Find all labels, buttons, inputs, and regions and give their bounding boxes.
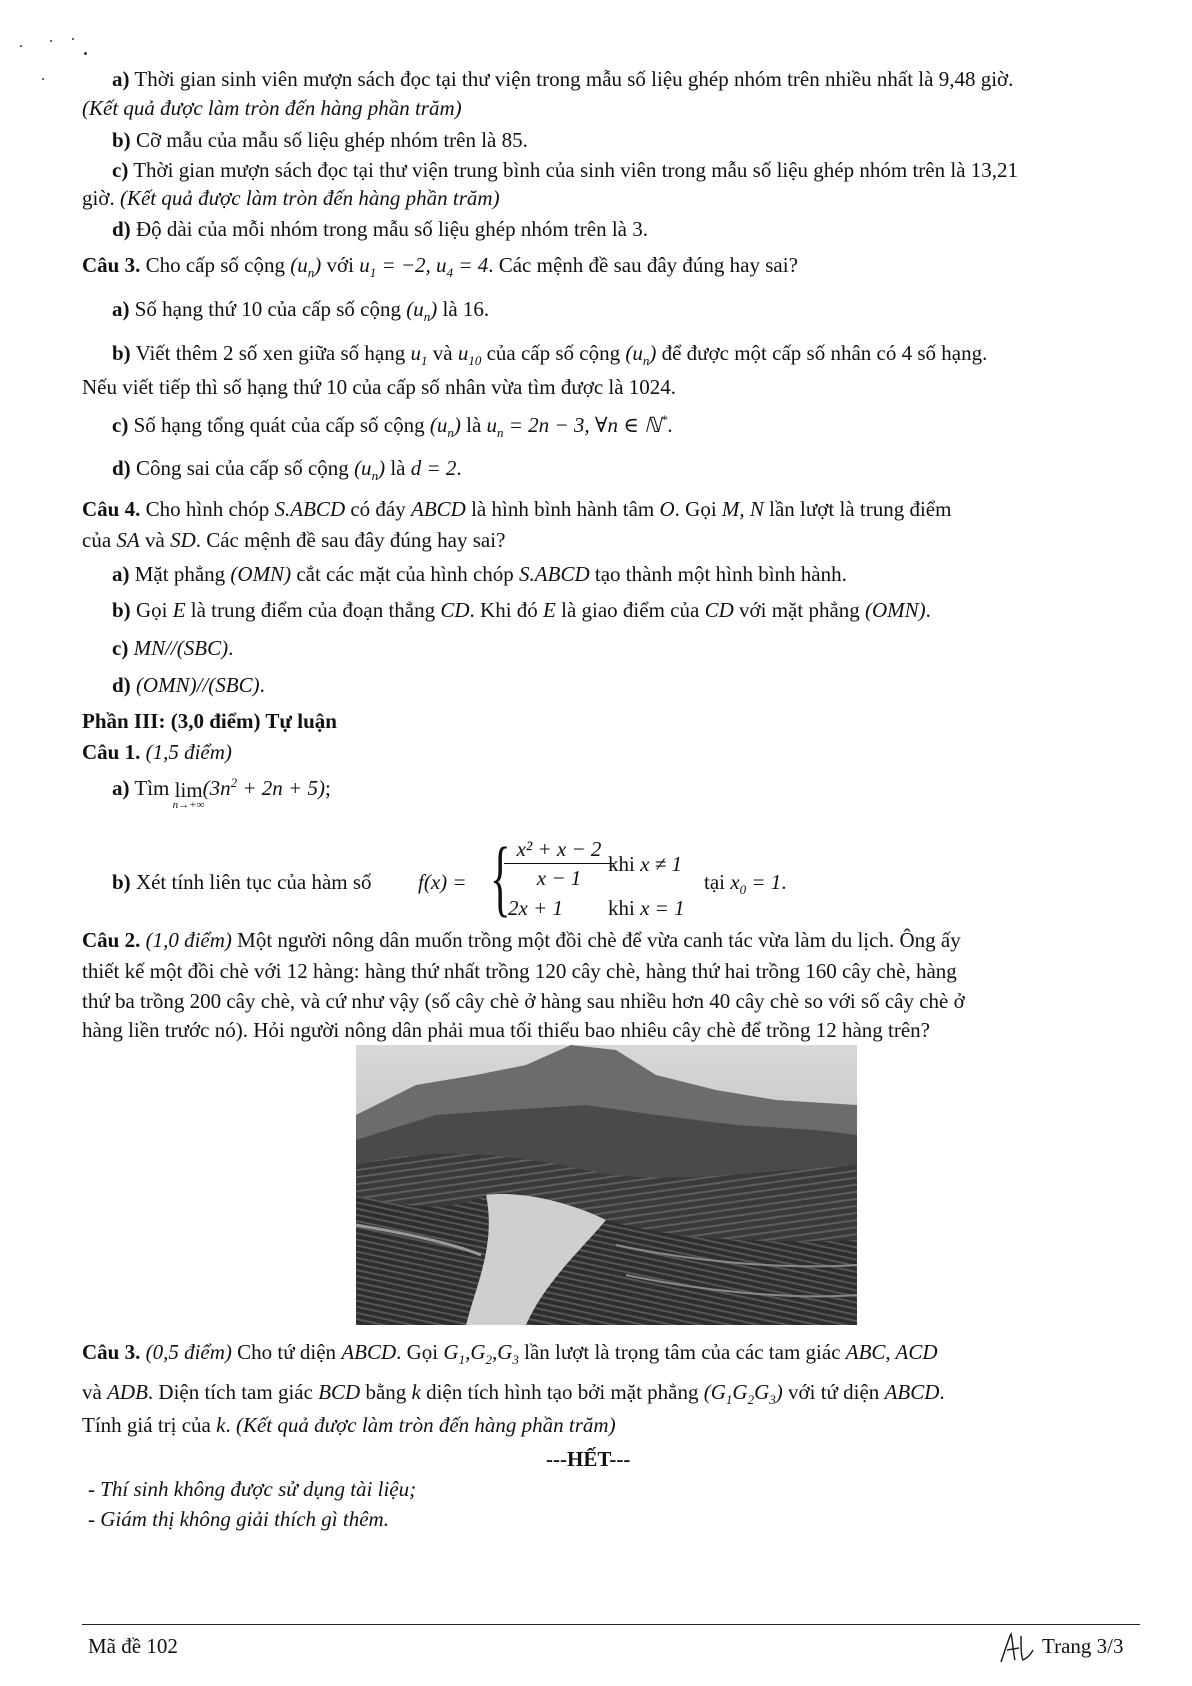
part3-q3-line-2: và ADB. Diện tích tam giác BCD bằng k diện tích hình tạo bởi mặt phẳng $(G_1G_2G_3)$ với tứ diện ABCD. (82, 1380, 945, 1408)
q2-item-c: c) Thời gian mượn sách đọc tại thư viện trung bình của sinh viên trong mẫu số liệu ghép nhóm trên là 13,21 (112, 158, 1019, 182)
end-marker: ---HẾT--- (546, 1447, 631, 1471)
q3-item-b: b) Viết thêm 2 số xen giữa số hạng $u_1$ và $u_{10}$ của cấp số cộng $(u_n)$ để được một cấp số nhân có 4 số hạng. (112, 341, 988, 369)
part3-q3-line-3: Tính giá trị của k. (Kết quả được làm tròn đến hàng phần trăm) (82, 1413, 616, 1437)
end-note-1: - Thí sinh không được sử dụng tài liệu; (88, 1477, 417, 1501)
scan-speck (72, 38, 74, 40)
q4-item-b: b) Gọi E là trung điểm của đoạn thẳng CD. Khi đó E là giao điểm của CD với mặt phẳng (OMN). (112, 598, 931, 622)
scan-speck (20, 45, 22, 47)
q2-item-a-note: (Kết quả được làm tròn đến hàng phần trăm) (82, 96, 462, 120)
scan-speck (50, 40, 52, 42)
scan-speck (84, 52, 87, 55)
q2-item-c-cont: giờ. (Kết quả được làm tròn đến hàng phần trăm) (82, 186, 500, 210)
q3-item-d: d) Công sai của cấp số cộng $(u_n)$ là d = 2. (112, 456, 462, 484)
q2-item-a: a) Thời gian sinh viên mượn sách đọc tại thư viện trong mẫu số liệu ghép nhóm trên nhiều nhất là 9,48 giờ. (112, 67, 1014, 91)
q3-item-c: c) Số hạng tổng quát của cấp số cộng $(u_n)$ là $u_n = 2n - 3$, ∀n ∈ ℕ*. (112, 412, 673, 441)
exam-code: Mã đề 102 (88, 1634, 178, 1658)
signature-icon (997, 1628, 1037, 1673)
limit-expression: lim n→+∞ (172, 778, 205, 812)
q4-stem: Câu 4. Cho hình chóp S.ABCD có đáy ABCD là hình bình hành tâm O. Gọi M, N lần lượt là trung điểm (82, 497, 952, 521)
q4-item-c: c) MN//(SBC). (112, 636, 234, 660)
exam-page: a) Thời gian sinh viên mượn sách đọc tại thư viện trong mẫu số liệu ghép nhóm trên nhiều nhất là 9,48 giờ. (Kết quả được làm tròn đến hàng phần trăm) b) Cỡ mẫu của mẫu số liệu ghép nhóm trên là 85. c) Thời gian mượn sách đọc tại thư viện trung bình của sinh viên trong mẫu số liệu ghép nhóm trên là 13,21 giờ. (Kết quả được làm tròn đến hàng phần trăm) d) Độ dài của mỗi nhóm trong mẫu số liệu ghép nhóm trên là 3. Câu 3. Cho cấp số cộng $(u_n)$ với $u_1 = -2$, $u_4 = 4$. Các mệnh đề sau đây đúng hay sai? a) Số hạng thứ 10 của cấp số cộng $(u_n)$ là 16. b) Viết thêm 2 số xen giữa số hạng $u_1$ và $u_{10}$ của cấp số cộng $(u_n)$ để được một cấp số nhân có 4 số hạng. Nếu viết tiếp thì số hạng thứ 10 của cấp số nhân vừa tìm được là 1024. c) Số hạng tổng quát của cấp số cộng $(u_n)$ là $u_n = 2n - 3$, ∀n ∈ ℕ*. d) Công sai của cấp số cộng $(u_n)$ là d = 2. Câu 4. Cho hình chóp S.ABCD có đáy ABCD là hình bình hành tâm O. Gọi M, N lần lượt là trung điểm của SA và SD. Các mệnh đề sau đây đúng hay sai? a) Mặt phẳng (OMN) cắt các mặt của hình chóp S.ABCD tạo thành một hình bình hành. b) Gọi E là trung điểm của đoạn thẳng CD. Khi đó E là giao điểm của CD với mặt phẳng (OMN). c) MN//(SBC). d) (OMN)//(SBC). Phần III: (3,0 điểm) Tự luận Câu 1. (1,5 điểm) a) Tìm lim n→+∞ $(3n^2 + 2n + 5)$; b) Xét tính liên tục của hàm số f(x) = { x² + x − 2 x − 1 khi x ≠ 1 2x + 1 khi x = 1 tại $x_0 = 1$. Câu 2. (1,0 điểm) Một người nông dân muốn trồng một đồi chè để vừa canh tác vừa làm du lịch. Ông ấy thiết kế một đồi chè với 12 hàng: hàng thứ nhất trồng 120 cây chè, hàng thứ hai trồng 160 cây chè, hàng thứ ba trồng 200 cây chè, và cứ như vậy (số cây chè ở hàng sau nhiều hơn 40 cây chè so với số cây chè ở hàng liền trước nó). Hỏi người nông dân phải mua tối thiểu bao nhiêu cây chè để trồng 12 hàng trên? Câu 3. (0,5 điểm) Cho tứ diện ABCD. Gọi $G_1,G_2,G_3$ lần lượt là trọng tâm của các tam giác ABC, ACD và ADB. Diện tích tam giác BCD bằng k diện tích hình tạo bởi mặt phẳng $(G_1G_2G_3)$ với tứ diện ABCD. Tính giá trị của k. (Kết quả được làm tròn đến hàng phần trăm) ---HẾT--- - Thí sinh không được sử dụng tài liệu; - Giám thị không giải thích gì thêm. Mã đề 102 Trang 3/3 (0, 0, 1192, 1686)
part3-q3-line-1: Câu 3. (0,5 điểm) Cho tứ diện ABCD. Gọi $G_1,G_2,G_3$ lần lượt là trọng tâm của các tam giác ABC, ACD (82, 1340, 938, 1368)
page-number: Trang 3/3 (1042, 1634, 1124, 1658)
part3-q2-line-1: Câu 2. (1,0 điểm) Một người nông dân muốn trồng một đồi chè để vừa canh tác vừa làm du lịch. Ông ấy (82, 928, 961, 952)
piecewise-brace: { (490, 829, 511, 925)
piecewise-fraction: x² + x − 2 x − 1 (504, 835, 614, 892)
end-note-2: - Giám thị không giải thích gì thêm. (88, 1507, 389, 1531)
q2-item-d: d) Độ dài của mỗi nhóm trong mẫu số liệu ghép nhóm trên là 3. (112, 217, 649, 241)
part3-q2-line-2: thiết kế một đồi chè với 12 hàng: hàng thứ nhất trồng 120 cây chè, hàng thứ hai trồng 160 cây chè, hàng (82, 959, 957, 983)
scan-speck (42, 78, 44, 80)
q4-item-a: a) Mặt phẳng (OMN) cắt các mặt của hình chóp S.ABCD tạo thành một hình bình hành. (112, 562, 847, 586)
tea-hill-photo (356, 1045, 857, 1325)
q4-stem-cont: của SA và SD. Các mệnh đề sau đây đúng hay sai? (82, 528, 506, 552)
q3-item-b-cont: Nếu viết tiếp thì số hạng thứ 10 của cấp số nhân vừa tìm được là 1024. (82, 375, 677, 399)
part3-q1-item-a: a) Tìm lim n→+∞ $(3n^2 + 2n + 5)$; (112, 775, 331, 812)
part3-q2-line-3: thứ ba trồng 200 cây chè, và cứ như vậy (số cây chè ở hàng sau nhiều hơn 40 cây chè so với số cây chè ở (82, 989, 965, 1013)
q4-item-d: d) (OMN)//(SBC). (112, 673, 265, 697)
part3-q2-line-4: hàng liền trước nó). Hỏi người nông dân phải mua tối thiểu bao nhiêu cây chè để trồng 12 hàng trên? (82, 1018, 930, 1042)
q2-item-b: b) Cỡ mẫu của mẫu số liệu ghép nhóm trên là 85. (112, 128, 528, 152)
q3-item-a: a) Số hạng thứ 10 của cấp số cộng $(u_n)$ là 16. (112, 297, 490, 325)
part3-title: Phần III: (3,0 điểm) Tự luận (82, 709, 337, 733)
footer-rule (82, 1624, 1140, 1625)
part3-q1-heading: Câu 1. (1,5 điểm) (82, 740, 232, 764)
q3-stem: Câu 3. Cho cấp số cộng $(u_n)$ với $u_1 = -2$, $u_4 = 4$. Các mệnh đề sau đây đúng hay sai? (82, 253, 798, 281)
